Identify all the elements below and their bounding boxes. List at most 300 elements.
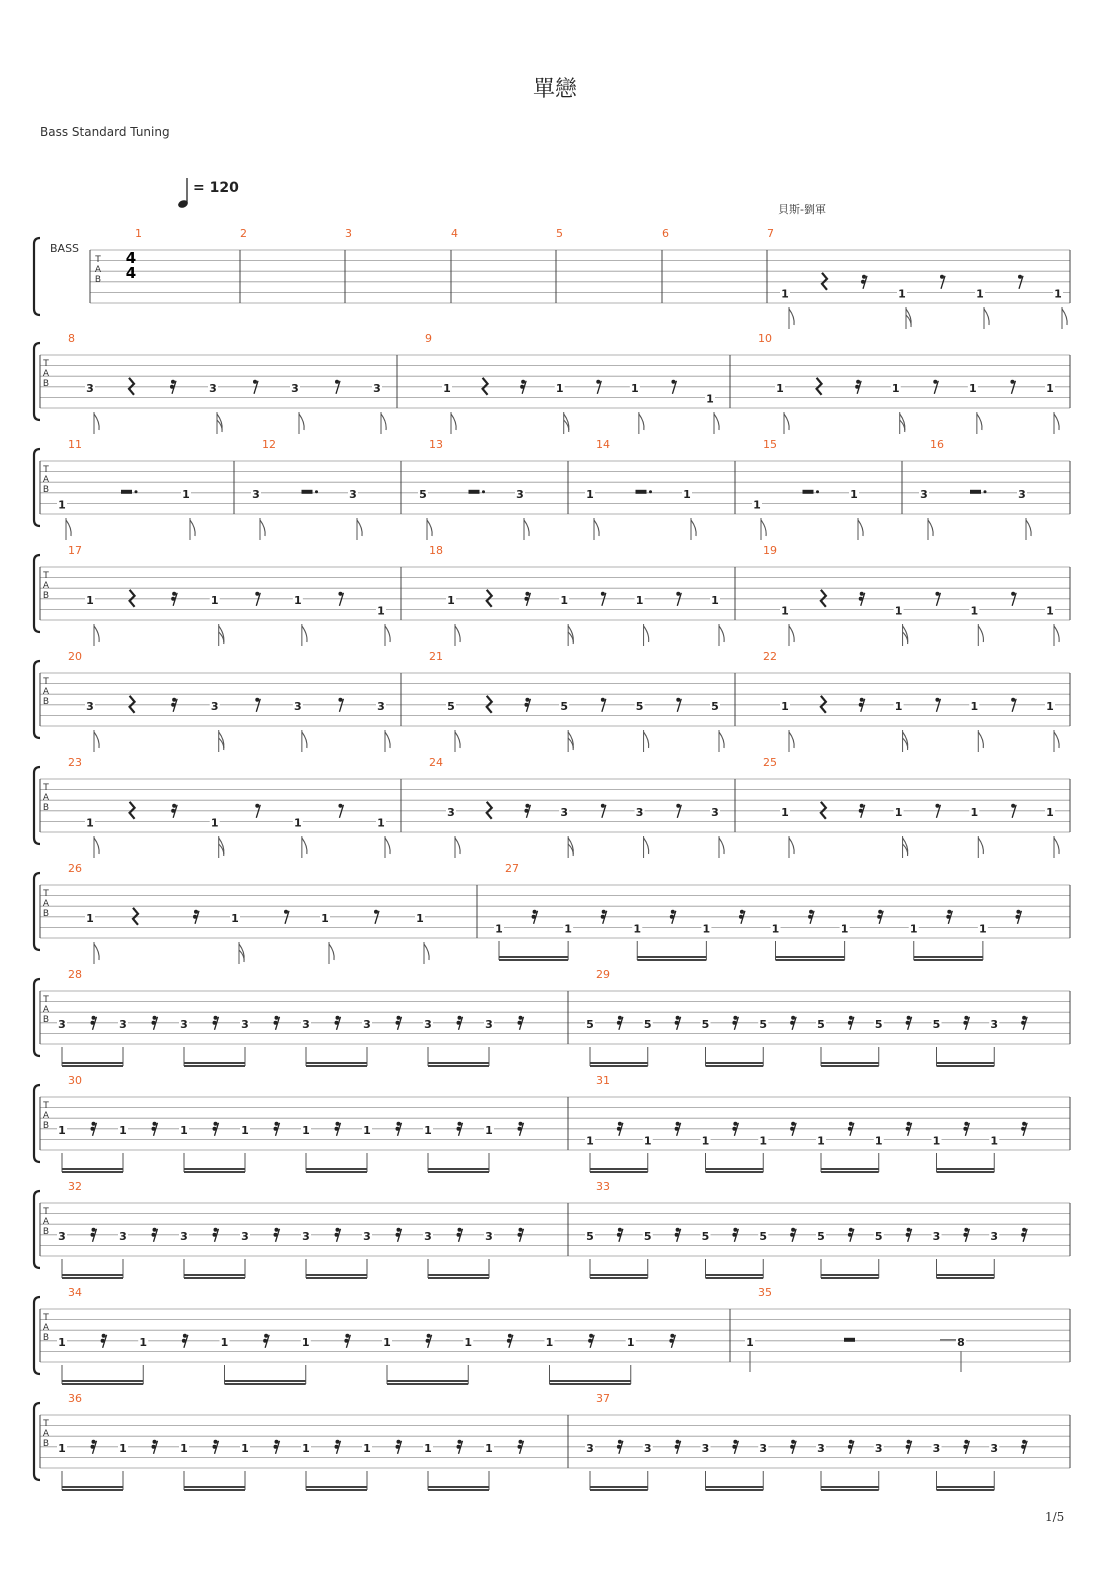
fret-number: 1 [898, 287, 906, 301]
tab-clef-letter: B [42, 697, 50, 707]
beam [428, 1277, 489, 1279]
note-flag [644, 732, 649, 748]
fret-number: 3 [210, 699, 219, 713]
tab-clef-letter: A [42, 1429, 50, 1439]
fret-number: 1 [564, 922, 572, 936]
measure-number: 11 [68, 438, 82, 451]
fret-number: 5 [711, 699, 719, 713]
fret-number: 3 [635, 805, 644, 819]
dot [135, 490, 138, 493]
note-flag [94, 944, 99, 960]
fret-number: 3 [86, 381, 94, 395]
beam [184, 1274, 245, 1276]
fret-number: 1 [363, 1441, 371, 1455]
rest-icon [483, 378, 488, 395]
fret-number: 1 [302, 1123, 310, 1137]
beam [706, 1486, 764, 1488]
note-flag [455, 838, 460, 854]
tab-clef-letter: T [43, 465, 49, 475]
tab-clef-letter: B [42, 485, 50, 495]
fret-number: 5 [447, 699, 455, 713]
fret-number: 3 [363, 1017, 371, 1031]
note-flag [302, 626, 307, 642]
bracket-icon [34, 1085, 40, 1162]
note-flag [94, 732, 99, 748]
note-flag [978, 626, 983, 642]
beam [428, 1274, 489, 1276]
rest-icon [130, 590, 135, 607]
bracket-icon [34, 1297, 40, 1374]
fret-number: 1 [626, 1335, 635, 1349]
beam [387, 1383, 468, 1385]
measure-number: 32 [68, 1180, 82, 1193]
fret-number: 1 [776, 381, 784, 395]
note-flag [455, 626, 460, 642]
dot [649, 490, 652, 493]
note-flag [385, 838, 390, 854]
fret-number: 3 [586, 1441, 594, 1455]
fret-number: 1 [850, 487, 858, 501]
fret-number: 5 [817, 1229, 825, 1243]
tab-clef-letter: A [94, 265, 102, 275]
fret-number: 5 [701, 1017, 710, 1031]
tab-clef-letter: A [42, 369, 50, 379]
fret-number: 1 [894, 604, 903, 618]
measure-number: 37 [596, 1392, 610, 1405]
bracket-icon [34, 555, 40, 632]
tab-clef-letter: B [42, 1121, 50, 1131]
fret-number: 1 [231, 911, 239, 925]
measure-number: 27 [505, 862, 519, 875]
fret-number: 1 [979, 922, 987, 936]
beam [937, 1168, 995, 1170]
note-flag [984, 309, 989, 325]
beam [637, 956, 706, 958]
fret-number: 1 [683, 487, 691, 501]
note-flag [1054, 626, 1059, 642]
note-flag [424, 944, 429, 960]
beam [499, 956, 568, 958]
bracket-icon [34, 238, 40, 315]
tab-clef-letter: A [42, 1323, 50, 1333]
beam [387, 1380, 468, 1382]
fret-number: 5 [419, 487, 427, 501]
beam [428, 1486, 489, 1488]
note-flag [524, 520, 529, 536]
fret-number: 1 [119, 1123, 127, 1137]
rest-icon [133, 908, 138, 925]
rest-icon [302, 490, 313, 494]
measure-number: 36 [68, 1392, 82, 1405]
beam [428, 1489, 489, 1491]
fret-number: 1 [894, 699, 903, 713]
fret-number: 1 [464, 1335, 473, 1349]
fret-number: 3 [291, 381, 299, 395]
measure-number: 12 [262, 438, 276, 451]
measure-number: 3 [345, 227, 352, 240]
fret-number: 3 [252, 487, 260, 501]
note-flag [644, 626, 649, 642]
beam [590, 1062, 648, 1064]
fret-number: 1 [485, 1441, 493, 1455]
fret-number: 1 [711, 593, 719, 607]
tab-clef-letter: T [43, 1101, 49, 1111]
rest-icon [821, 590, 826, 607]
fret-number: 3 [373, 381, 381, 395]
tab-clef-letter: T [43, 677, 49, 687]
fret-number: 3 [58, 1017, 66, 1031]
measure-number: 28 [68, 968, 82, 981]
beam [428, 1065, 489, 1067]
fret-number: 1 [970, 805, 979, 819]
fret-number: 1 [932, 1134, 941, 1148]
rest-icon [129, 378, 134, 395]
fret-number: 3 [643, 1441, 652, 1455]
fret-number: 3 [424, 1017, 432, 1031]
fret-number: 1 [545, 1335, 554, 1349]
fret-number: 1 [586, 487, 594, 501]
rest-icon [970, 490, 981, 494]
fret-number: 1 [241, 1441, 249, 1455]
fret-number: 1 [970, 699, 979, 713]
fret-number: 1 [58, 1441, 66, 1455]
fret-number: 3 [990, 1441, 999, 1455]
beam [306, 1171, 367, 1173]
fret-number: 3 [241, 1017, 249, 1031]
beam [184, 1489, 245, 1491]
fret-number: 3 [424, 1229, 432, 1243]
rest-icon [821, 696, 826, 713]
note-flag [94, 838, 99, 854]
fret-number: 5 [643, 1229, 652, 1243]
fret-number: 1 [301, 1335, 310, 1349]
beam [706, 1168, 764, 1170]
fret-number: 1 [753, 498, 761, 512]
fret-number: 1 [970, 604, 979, 618]
instrument-label: BASS [50, 242, 80, 255]
fret-number: 3 [180, 1017, 188, 1031]
fret-number: 1 [447, 593, 455, 607]
tab-clef-letter: A [42, 581, 50, 591]
beam [821, 1277, 879, 1279]
beam [937, 1065, 995, 1067]
fret-number: 1 [241, 1123, 249, 1137]
fret-number: 3 [119, 1229, 127, 1243]
fret-number: 1 [874, 1134, 883, 1148]
beam [550, 1380, 631, 1382]
note-flag [94, 414, 99, 430]
rest-icon [821, 802, 826, 819]
fret-number: 1 [377, 816, 385, 830]
measure-number: 2 [240, 227, 247, 240]
tab-clef-letter: B [42, 1439, 50, 1449]
note-flag [639, 414, 644, 430]
bracket-icon [34, 767, 40, 844]
beam [937, 1489, 995, 1491]
beam [184, 1486, 245, 1488]
beam [590, 1489, 648, 1491]
fret-number: 1 [363, 1123, 371, 1137]
note-flag [719, 838, 724, 854]
measure-number: 30 [68, 1074, 82, 1087]
measure-number: 22 [763, 650, 777, 663]
note-flag [1026, 520, 1031, 536]
fret-number: 1 [294, 816, 302, 830]
note-flag [94, 626, 99, 642]
beam [590, 1171, 648, 1173]
tab-clef-letter: B [42, 909, 50, 919]
beam [62, 1383, 143, 1385]
fret-number: 5 [759, 1017, 768, 1031]
fret-number: 1 [643, 1134, 652, 1148]
fret-number: 1 [633, 922, 642, 936]
fret-number: 1 [139, 1335, 148, 1349]
rest-icon [817, 378, 822, 395]
note-flag [190, 520, 195, 536]
measure-number: 20 [68, 650, 82, 663]
note-flag [385, 626, 390, 642]
fret-number: 3 [119, 1017, 127, 1031]
beam [306, 1486, 367, 1488]
tempo-marking: = 120 [193, 180, 239, 196]
measure-number: 21 [429, 650, 443, 663]
note-flag [978, 732, 983, 748]
credit-label: 貝斯-劉軍 [778, 203, 826, 216]
rest-icon [130, 696, 135, 713]
note-flag [357, 520, 362, 536]
beam [914, 956, 983, 958]
page-number: 1/5 [1045, 1510, 1065, 1524]
fret-number: 1 [383, 1335, 391, 1349]
fret-number: 1 [485, 1123, 493, 1137]
beam [306, 1274, 367, 1276]
note-flag [719, 626, 724, 642]
beam [706, 1277, 764, 1279]
fret-number: 3 [932, 1229, 941, 1243]
fret-number: 5 [586, 1017, 594, 1031]
fret-number: 1 [631, 381, 639, 395]
bracket-icon [34, 1403, 40, 1480]
fret-number: 3 [817, 1441, 825, 1455]
fret-number: 1 [781, 699, 789, 713]
beam [62, 1065, 123, 1067]
fret-number: 1 [1054, 287, 1062, 301]
measure-number: 1 [135, 227, 142, 240]
fret-number: 5 [874, 1229, 883, 1243]
fret-number: 1 [976, 287, 984, 301]
beam [937, 1277, 995, 1279]
beam [821, 1062, 879, 1064]
fret-number: 1 [1046, 604, 1054, 618]
tab-clef-letter: T [95, 255, 101, 265]
measure-number: 4 [451, 227, 458, 240]
note-flag [691, 520, 696, 536]
tab-clef-letter: A [42, 793, 50, 803]
measure-number: 26 [68, 862, 82, 875]
fret-number: 5 [759, 1229, 768, 1243]
beam [590, 1486, 648, 1488]
fret-number: 3 [711, 805, 719, 819]
note-flag [260, 520, 265, 536]
note-flag [789, 732, 794, 748]
note-flag [644, 838, 649, 854]
fret-number: 1 [701, 1134, 710, 1148]
bracket-icon [34, 979, 40, 1056]
fret-number: 3 [302, 1017, 310, 1031]
note-flag [299, 414, 304, 430]
song-title: 單戀 [532, 77, 577, 102]
beam [306, 1065, 367, 1067]
bracket-icon [34, 661, 40, 738]
note-flag [1054, 414, 1059, 430]
beam [428, 1168, 489, 1170]
tab-clef-letter: T [43, 1419, 49, 1429]
beam [550, 1383, 631, 1385]
fret-number: 5 [560, 699, 568, 713]
measure-number: 8 [68, 332, 75, 345]
dot [482, 490, 485, 493]
beam [306, 1062, 367, 1064]
note-flag [789, 838, 794, 854]
fret-number: 5 [932, 1017, 941, 1031]
beam [62, 1274, 123, 1276]
measure-number: 34 [68, 1286, 82, 1299]
fret-number: 3 [377, 699, 385, 713]
fret-number: 1 [86, 911, 94, 925]
fret-number: 3 [560, 805, 568, 819]
beam [821, 1065, 879, 1067]
fret-number: 1 [706, 392, 714, 406]
tab-clef-letter: A [42, 1217, 50, 1227]
fret-number: 3 [701, 1441, 710, 1455]
fret-number: 5 [817, 1017, 825, 1031]
rest-icon [487, 590, 492, 607]
tab-clef-letter: A [42, 687, 50, 697]
beam [428, 1062, 489, 1064]
tab-clef-letter: T [43, 995, 49, 1005]
rest-icon [121, 490, 132, 494]
measure-number: 29 [596, 968, 610, 981]
measure-number: 14 [596, 438, 610, 451]
fret-number: 1 [1046, 699, 1054, 713]
fret-number: 3 [990, 1017, 999, 1031]
fret-number: 1 [702, 922, 711, 936]
fret-number: 3 [920, 487, 928, 501]
fret-number: 1 [495, 922, 503, 936]
beam [706, 1171, 764, 1173]
note-flag [455, 732, 460, 748]
rest-icon [469, 490, 480, 494]
beam [184, 1065, 245, 1067]
note-flag [714, 414, 719, 430]
note-flag [329, 944, 334, 960]
fret-number: 1 [180, 1441, 188, 1455]
beam [821, 1171, 879, 1173]
fret-number: 1 [294, 593, 302, 607]
fret-number: 1 [1046, 805, 1054, 819]
fret-number: 1 [424, 1123, 432, 1137]
fret-number: 3 [485, 1229, 493, 1243]
measure-number: 24 [429, 756, 443, 769]
note-flag [302, 838, 307, 854]
rest-icon [636, 490, 647, 494]
fret-number: 3 [302, 1229, 310, 1243]
fret-number: 1 [781, 805, 789, 819]
fret-number: 5 [635, 699, 644, 713]
rest-icon [130, 802, 135, 819]
fret-number: 3 [447, 805, 455, 819]
note-flag [858, 520, 863, 536]
fret-number: 1 [771, 922, 780, 936]
fret-number: 3 [990, 1229, 999, 1243]
beam [225, 1380, 306, 1382]
fret-number: 1 [182, 487, 190, 501]
measure-number: 7 [767, 227, 774, 240]
beam [937, 1486, 995, 1488]
beam [937, 1171, 995, 1173]
note-flag [977, 414, 982, 430]
beam [184, 1168, 245, 1170]
rest-icon [803, 490, 814, 494]
tab-clef-letter: T [43, 1313, 49, 1323]
beam [937, 1062, 995, 1064]
fret-number: 1 [58, 498, 66, 512]
rest-icon [822, 273, 827, 290]
fret-number: 1 [424, 1441, 432, 1455]
fret-number: 1 [746, 1335, 754, 1349]
fret-number: 1 [443, 381, 451, 395]
note-flag [789, 626, 794, 642]
beam [62, 1168, 123, 1170]
time-signature-denominator: 4 [125, 264, 137, 282]
rest-icon [487, 696, 492, 713]
fret-number: 1 [377, 604, 385, 618]
tab-clef-letter: A [42, 1111, 50, 1121]
fret-number: 1 [817, 1134, 825, 1148]
tab-clef-letter: T [43, 571, 49, 581]
fret-number: 1 [86, 593, 94, 607]
beam [821, 1274, 879, 1276]
tuning-label: Bass Standard Tuning [40, 125, 170, 139]
fret-number: 1 [416, 911, 424, 925]
beam [184, 1277, 245, 1279]
fret-number: 1 [891, 381, 900, 395]
beam [62, 1380, 143, 1382]
note-flag [978, 838, 983, 854]
fret-number: 1 [321, 911, 329, 925]
fret-number: 3 [86, 699, 94, 713]
note-flag [381, 414, 386, 430]
fret-number: 1 [635, 593, 644, 607]
beam [428, 1171, 489, 1173]
rest-icon [487, 802, 492, 819]
note-flag [719, 732, 724, 748]
tab-clef-letter: B [42, 379, 50, 389]
fret-number: 3 [516, 487, 524, 501]
beam [937, 1274, 995, 1276]
measure-number: 17 [68, 544, 82, 557]
beam [706, 1065, 764, 1067]
note-flag [302, 732, 307, 748]
beam [306, 1277, 367, 1279]
fret-number: 1 [969, 381, 977, 395]
fret-number: 3 [363, 1229, 371, 1243]
note-flag [594, 520, 599, 536]
fret-number: 1 [781, 287, 789, 301]
beam [776, 959, 845, 961]
fret-number: 1 [781, 604, 789, 618]
note-flag [451, 414, 456, 430]
